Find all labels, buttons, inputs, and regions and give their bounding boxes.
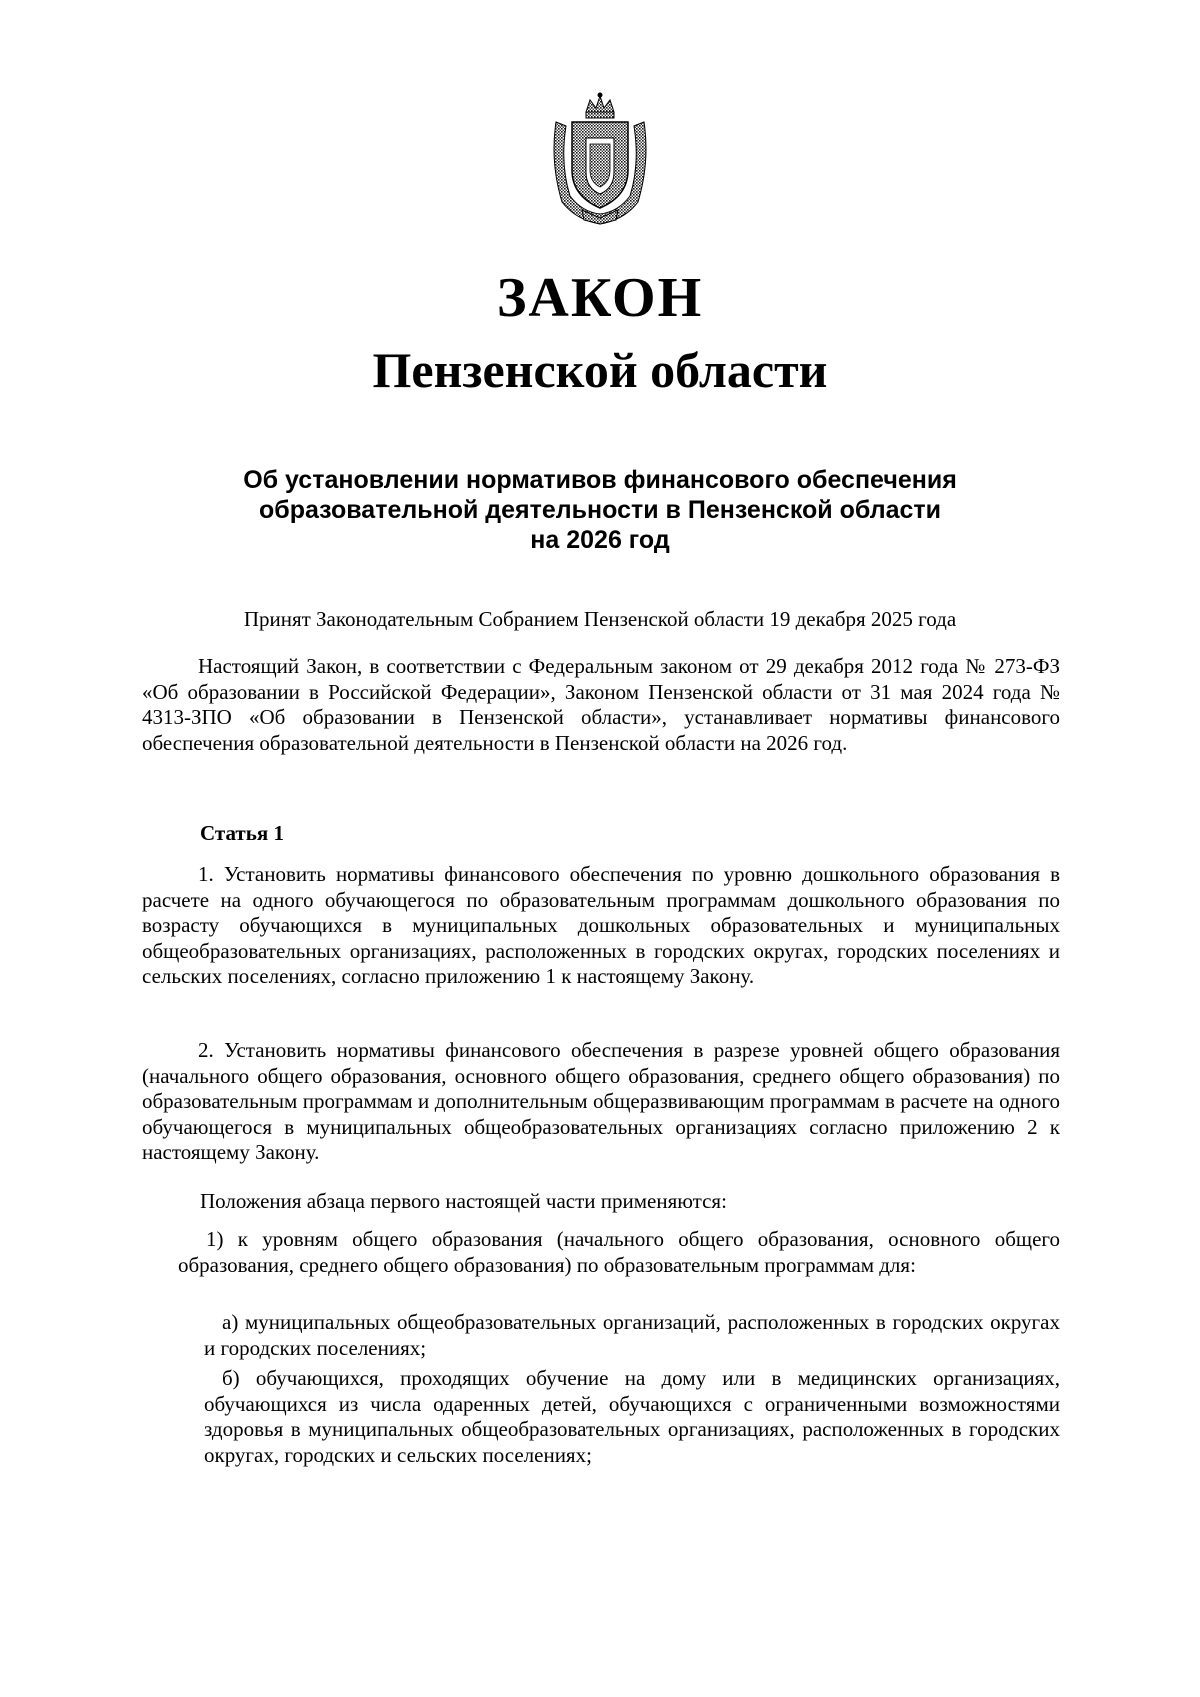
coat-of-arms-emblem-icon [546, 92, 654, 226]
adoption-statement: Принят Законодательным Собранием Пензенской области 19 декабря 2025 года [243, 607, 957, 631]
article-part-2-text: 2. Установить нормативы финансового обеспечения в разрезе уровней общего образования (начального общего образования, основного общего образования, среднего общего образования) по образовательным программам и дополнительным общеразвивающим программам в расчете на одного обучающегося в муниципальных общеобразовательных организациях согласно приложению 2 к настоящему Закону. [142, 1038, 1060, 1164]
article-part-1 [142, 862, 1060, 990]
subject-line: Об установлении нормативов финансового обеспечения [243, 466, 957, 494]
preamble [142, 654, 1060, 756]
law-subject-title [0, 465, 1200, 555]
sub-item-a [204, 1310, 1060, 1361]
application-intro: Положения абзаца первого настоящей части применяются: [200, 1189, 727, 1213]
region-heading: Пензенской области [372, 342, 828, 398]
subject-line: образовательной деятельности в Пензенской области [258, 496, 941, 524]
article-heading: Статья 1 [200, 821, 284, 845]
sub-item-b-text: б) обучающихся, проходящих обучение на дому или в медицинских организациях, обучающихся из числа одаренных детей, обучающихся с ограниченными возможностями здоровья в муниципальных общеобразовательных организациях, расположенных в городских округах, городских и сельских поселениях; [204, 1366, 1060, 1467]
subject-line: на 2026 год [530, 526, 670, 554]
list-item-1-text: 1) к уровням общего образования (начального общего образования, основного общего образования, среднего общего образования) по образовательным программам для: [178, 1227, 1060, 1277]
law-heading: ЗАКОН [496, 267, 704, 329]
list-item-1 [178, 1227, 1060, 1278]
article-part-2 [142, 1038, 1060, 1166]
sub-item-b [204, 1366, 1060, 1468]
sub-item-a-text: а) муниципальных общеобразовательных организаций, расположенных в городских округах и городских поселениях; [204, 1310, 1060, 1360]
article-part-1-text: 1. Установить нормативы финансового обеспечения по уровню дошкольного образования в расчете на одного обучающегося по образовательным программам дошкольного образования по возрасту обучающихся в муниципальных дошкольных образовательных и муниципальных общеобразовательных организациях, расположенных в городских округах, городских поселениях и сельских поселениях, согласно приложению 1 к настоящему Закону. [142, 862, 1060, 988]
preamble-text: Настоящий Закон, в соответствии с Федеральным законом от 29 декабря 2012 года № 273-ФЗ «Об образовании в Российской Федерации», Законом Пензенской области от 31 мая 2024 года № 4313-ЗПО «Об образовании в Пензенской области», устанавливает нормативы финансового обеспечения образовательной деятельности в Пензенской области на 2026 год. [142, 654, 1060, 755]
